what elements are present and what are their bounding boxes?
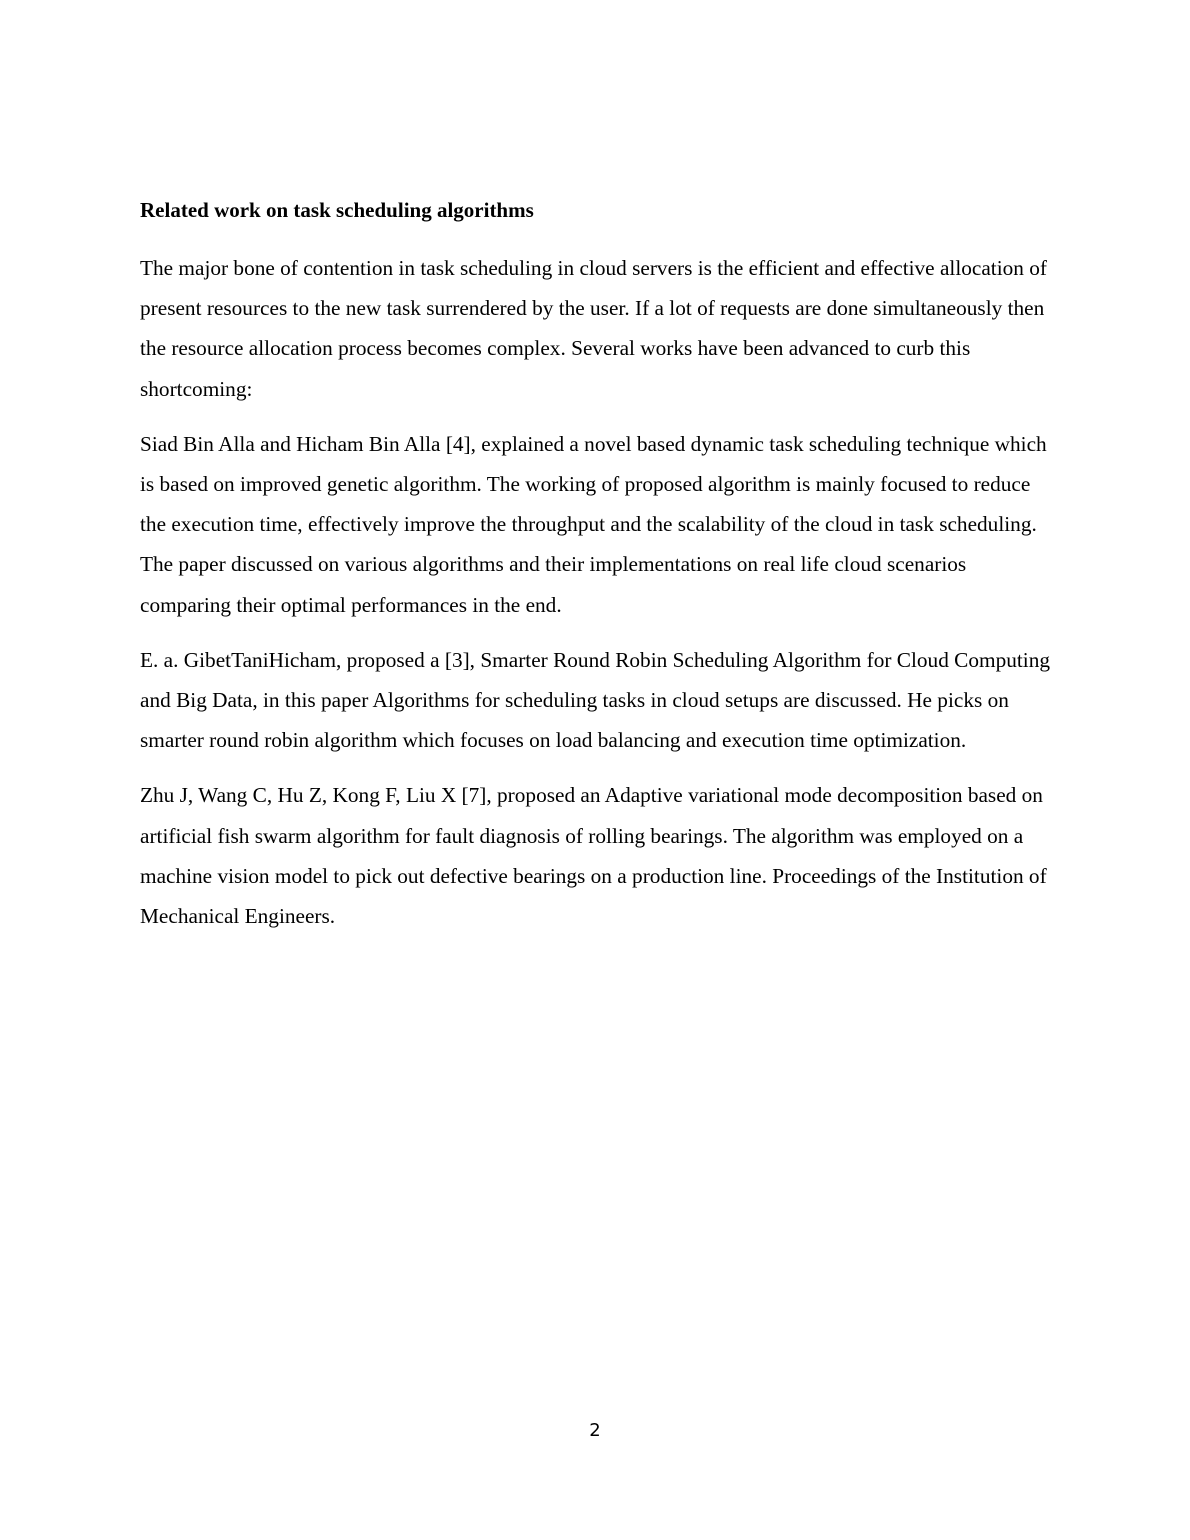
document-body: [140, 196, 1055, 951]
paragraph-zhu: Zhu J, Wang C, Hu Z, Kong F, Liu X [7], proposed an Adaptive variational mode decomposition based on artificial fish swarm algorithm for fault diagnosis of rolling bearings. The algorithm was employed on a machine vision model to pick out defective bearings on a production line. Proceedings of the Institution of Mechanical Engineers.: [140, 783, 1047, 929]
paragraph-alla: Siad Bin Alla and Hicham Bin Alla [4], explained a novel based dynamic task scheduling technique which is based on improved genetic algorithm. The working of proposed algorithm is mainly focused to reduce the execution time, effectively improve the throughput and the scalability of the cloud in task scheduling. The paper discussed on various algorithms and their implementations on real life cloud scenarios comparing their optimal performances in the end.: [140, 431, 1047, 617]
paragraph-gibettani: E. a. GibetTaniHicham, proposed a [3], Smarter Round Robin Scheduling Algorithm for Cloud Computing and Big Data, in this paper Algorithms for scheduling tasks in cloud setups are discussed. He picks on smarter round robin algorithm which focuses on load balancing and execution time optimization.: [140, 647, 1051, 753]
section-heading: Related work on task scheduling algorithms: [140, 198, 534, 222]
page-number: 2: [589, 1420, 601, 1441]
paragraph-intro: The major bone of contention in task scheduling in cloud servers is the efficient and effective allocation of present resources to the new task surrendered by the user. If a lot of requests are done simultaneously then the resource allocation process becomes complex. Several works have been advanced to curb this shortcoming:: [140, 256, 1047, 401]
